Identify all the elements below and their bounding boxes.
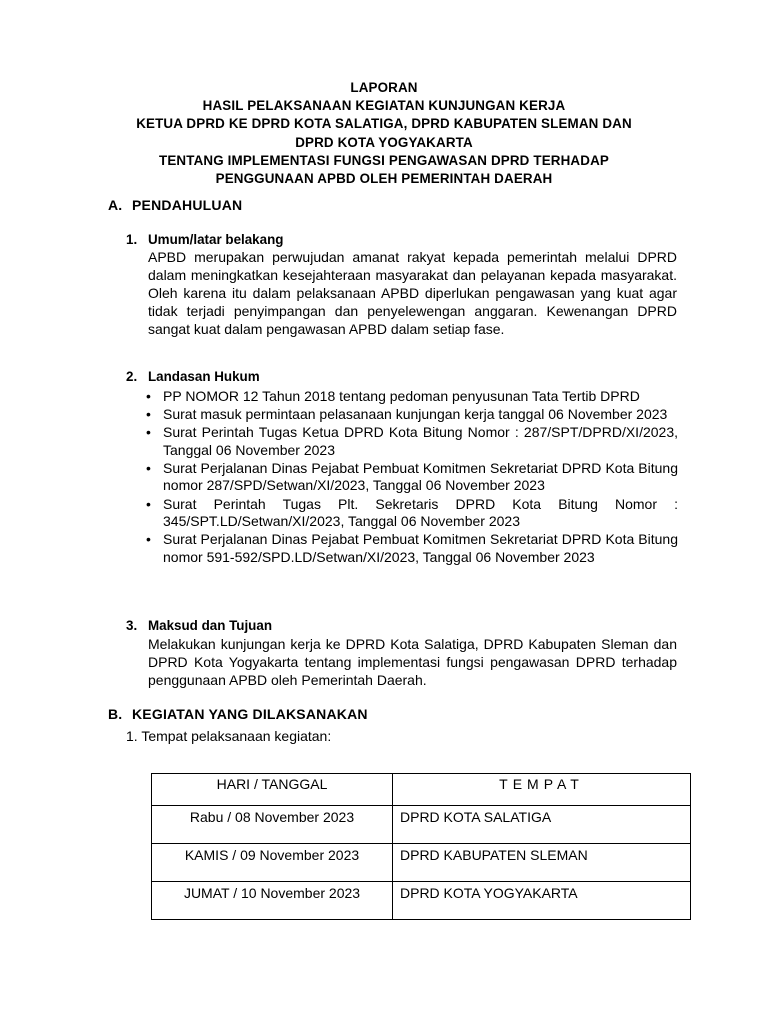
header-date: HARI / TANGGAL <box>152 774 393 806</box>
title-line: KETUA DPRD KE DPRD KOTA SALATIGA, DPRD KABUPATEN SLEMAN DAN <box>136 116 632 132</box>
purpose-paragraph: Melakukan kunjungan kerja ke DPRD Kota Salatiga, DPRD Kabupaten Sleman dan DPRD Kota Yogyakarta tentang implementasi fungsi pengawasan DPRD terhadap penggunaan APBD oleh Pemerintah Daerah. <box>148 636 677 688</box>
title-line: LAPORAN <box>350 80 418 95</box>
subsection-3-heading <box>126 618 272 633</box>
cell-date: Rabu / 08 November 2023 <box>152 806 393 844</box>
bullet-icon: • <box>146 388 151 404</box>
cell-date: KAMIS / 09 November 2023 <box>152 844 393 882</box>
bullet-icon: • <box>146 460 151 477</box>
subsection-title: Landasan Hukum <box>148 369 260 384</box>
background-paragraph: APBD merupakan perwujudan amanat rakyat kepada pemerintah melalui DPRD dalam meningkatkan kesejahteraan masyarakat dan pelayanan kepada masyarakat. Oleh karena itu dalam pelaksanaan APBD diperlukan pengawasan yang kuat agar tidak terjadi penyimpangan dan penyelewengan anggaran. Kewenangan DPRD sangat kuat dalam pengawasan APBD dalam setiap fase. <box>148 249 677 337</box>
table-row <box>152 882 691 920</box>
section-a-heading <box>108 197 242 213</box>
subsection-title: Umum/latar belakang <box>148 232 284 247</box>
title-line: TENTANG IMPLEMENTASI FUNGSI PENGAWASAN DPRD TERHADAP <box>159 152 609 168</box>
list-item: • Surat masuk permintaan pelasanaan kunjungan kerja tanggal 06 November 2023 <box>146 406 668 423</box>
subsection-number: 1. <box>126 232 138 247</box>
list-item: • Surat Perjalanan Dinas Pejabat Pembuat Komitmen Sekretariat DPRD Kota Bitung nomor 287/SPD/Setwan/XI/2023, Tanggal 06 November 2023 <box>146 460 678 494</box>
list-item: • Surat Perintah Tugas Ketua DPRD Kota Bitung Nomor : 287/SPT/DPRD/XI/2023, Tanggal 06 November 2023 <box>146 424 678 458</box>
subsection-number: 2. <box>126 369 138 384</box>
header-place: TEMPAT <box>393 774 691 806</box>
table-row <box>152 844 691 882</box>
cell-place: DPRD KOTA SALATIGA <box>393 806 691 844</box>
section-letter: B. <box>108 706 123 722</box>
title-line: PENGGUNAAN APBD OLEH PEMERINTAH DAERAH <box>215 171 553 187</box>
bullet-icon: • <box>146 531 151 548</box>
cell-place: DPRD KABUPATEN SLEMAN <box>393 844 691 882</box>
legal-basis-list <box>146 388 678 567</box>
subsection-1-heading <box>126 232 283 247</box>
bullet-icon: • <box>146 424 151 441</box>
subsection-number: 3. <box>126 618 138 633</box>
section-b-heading <box>108 706 368 722</box>
subsection-2-heading <box>126 369 260 384</box>
location-item-label: 1. Tempat pelaksanaan kegiatan: <box>126 728 332 744</box>
subsection-title: Maksud dan Tujuan <box>148 618 272 633</box>
list-item: • PP NOMOR 12 Tahun 2018 tentang pedoman penyusunan Tata Tertib DPRD <box>146 388 640 404</box>
table-row <box>152 806 691 844</box>
section-title: PENDAHULUAN <box>132 197 243 213</box>
bullet-icon: • <box>146 495 151 512</box>
section-title: KEGIATAN YANG DILAKSANAKAN <box>132 706 368 722</box>
cell-place: DPRD KOTA YOGYAKARTA <box>393 882 691 920</box>
section-letter: A. <box>108 197 123 213</box>
title-line: HASIL PELAKSANAAN KEGIATAN KUNJUNGAN KERJA <box>202 98 566 114</box>
schedule-table <box>151 773 691 920</box>
list-item: • Surat Perintah Tugas Plt. Sekretaris DPRD Kota Bitung Nomor : 345/SPT.LD/Setwan/XI/2023, Tanggal 06 November 2023 <box>146 495 678 530</box>
list-item: • Surat Perjalanan Dinas Pejabat Pembuat Komitmen Sekretariat DPRD Kota Bitung nomor 591-592/SPD.LD/Setwan/XI/2023, Tanggal 06 November 2023 <box>146 531 678 565</box>
report-title <box>60 79 708 188</box>
cell-date: JUMAT / 10 November 2023 <box>152 882 393 920</box>
bullet-icon: • <box>146 406 151 423</box>
table-header-row <box>152 774 691 806</box>
title-line: DPRD KOTA YOGYAKARTA <box>295 134 473 150</box>
